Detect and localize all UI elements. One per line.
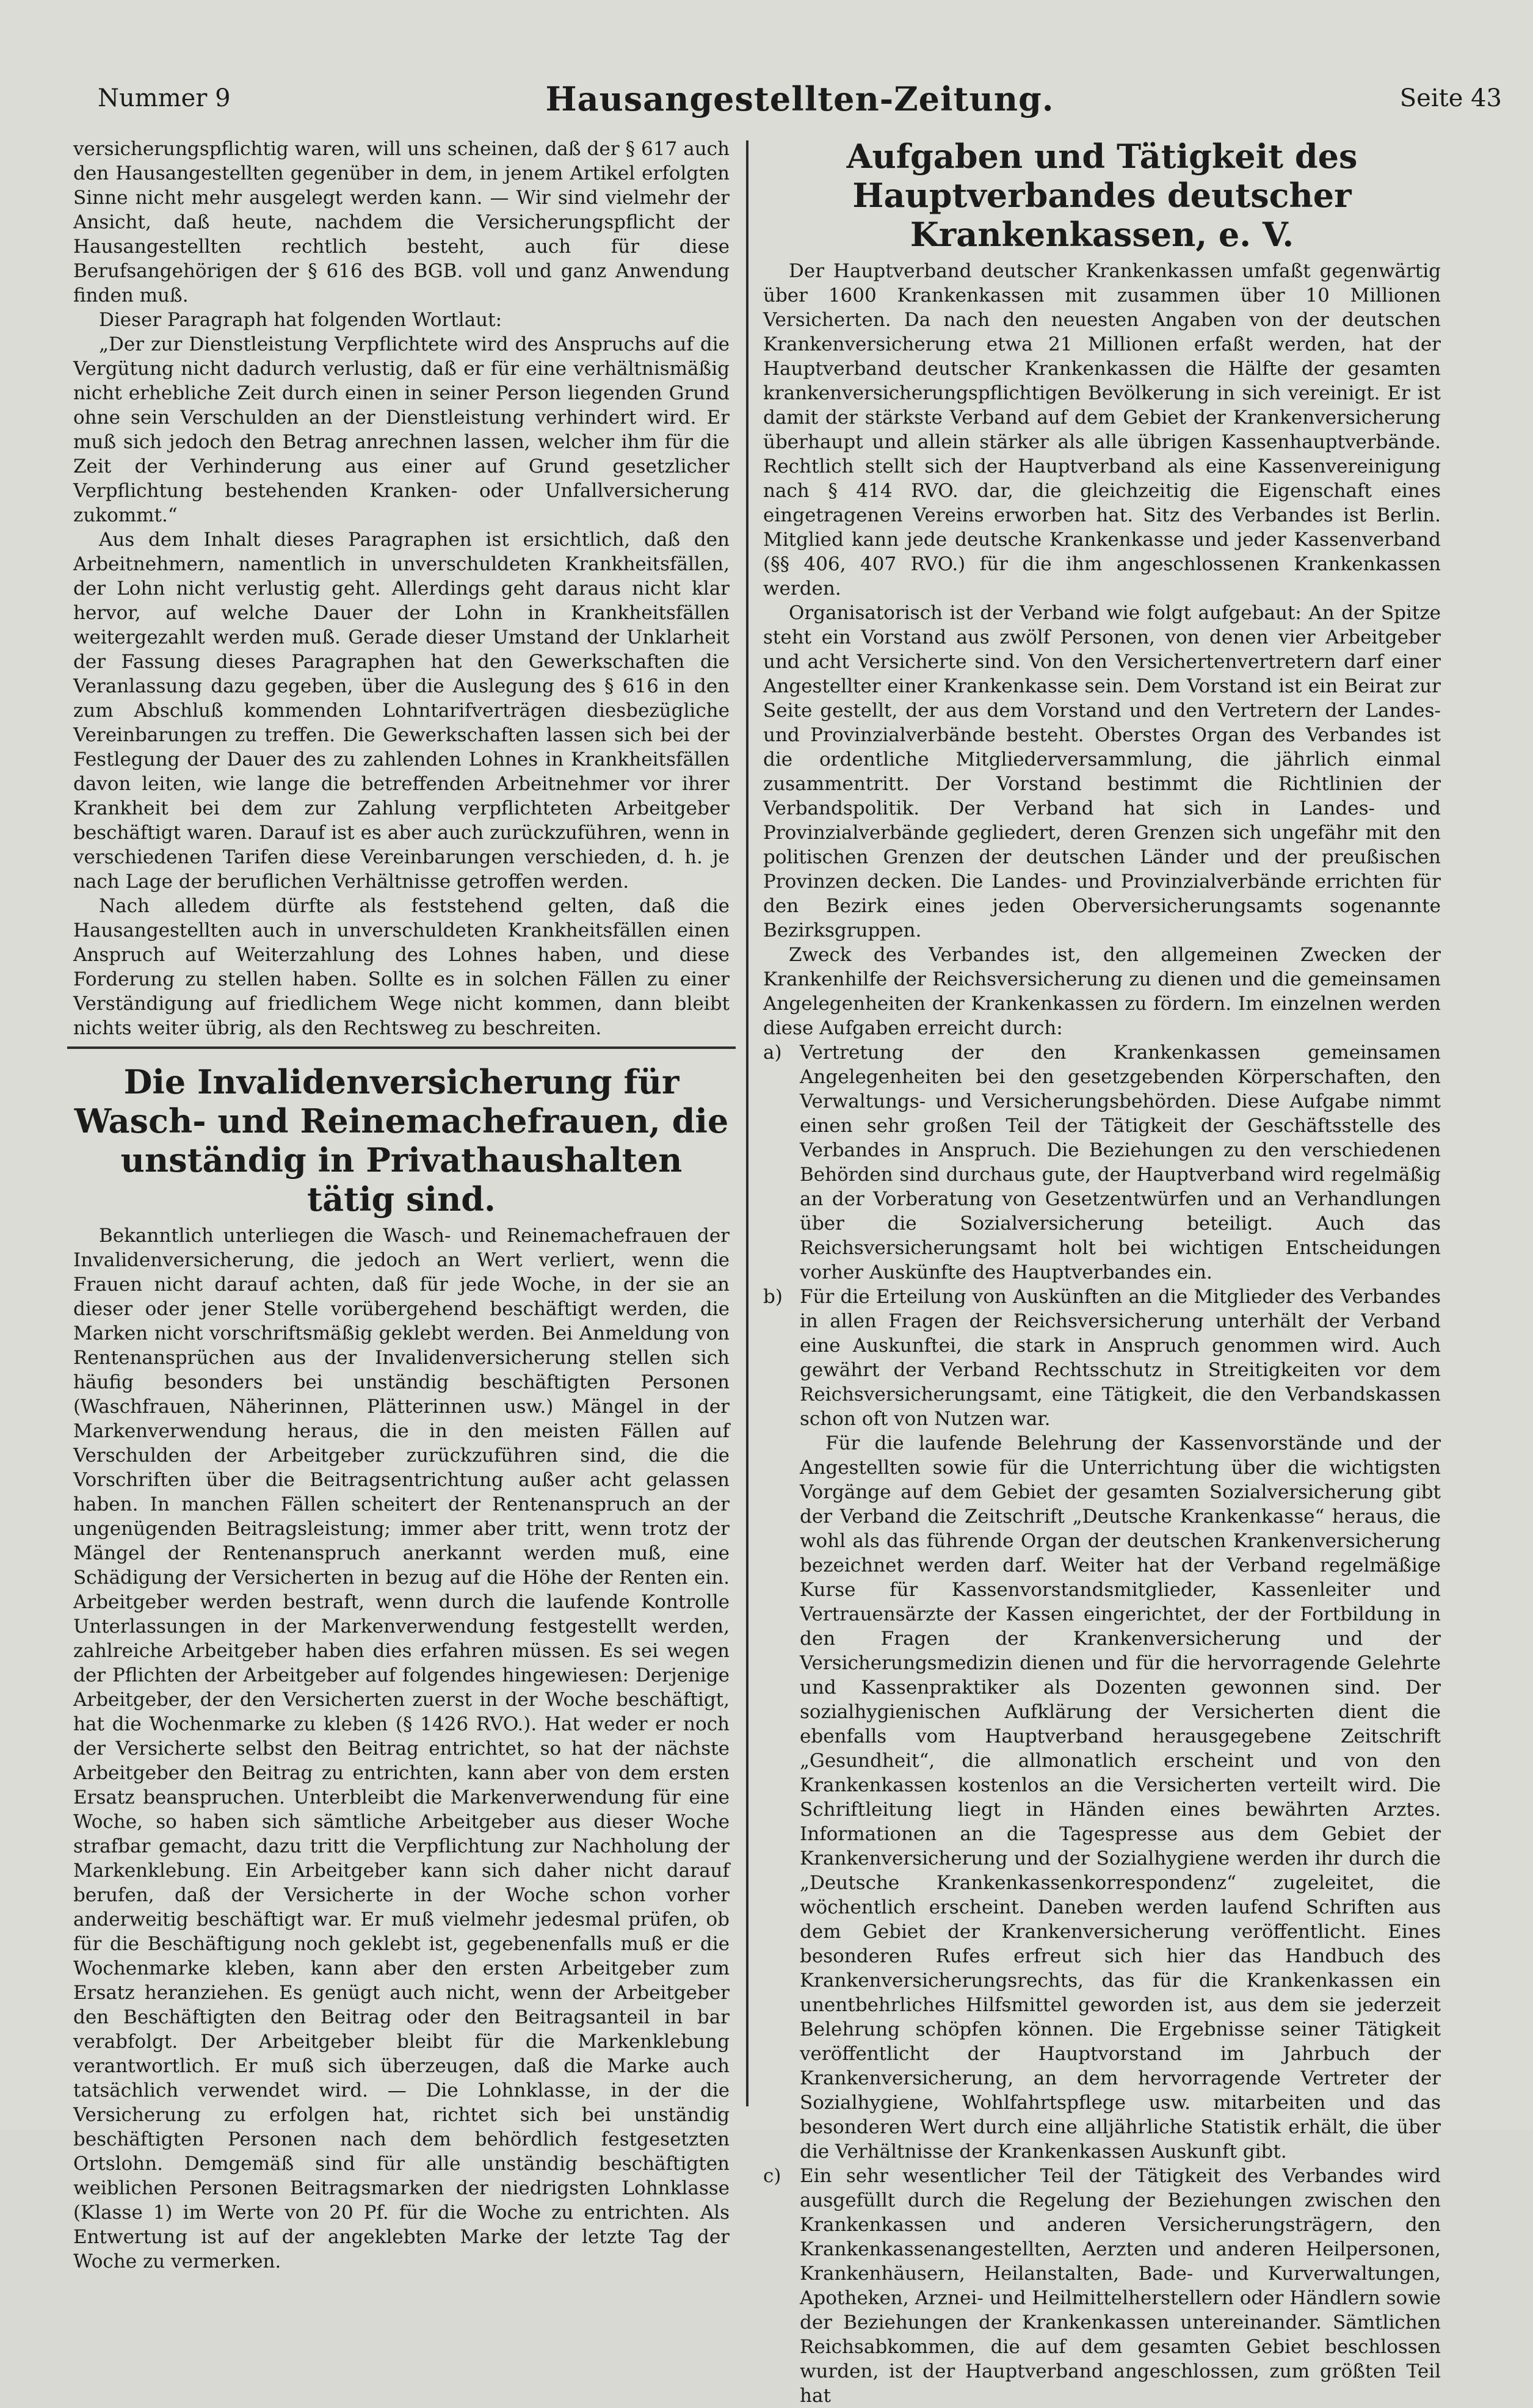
paragraph: Bekanntlich unterliegen die Wasch- und Reinemachefrauen der Invalidenversicherung, die jedoch an Wert verliert, wenn die Frauen nicht darauf achten, daß für jede Woche, in der sie an dieser oder jener Stelle vorübergehend beschäftigt werden, die Marken nicht vorschriftsmäßig geklebt werden. Bei Anmeldung von Rentenansprüchen aus der Invalidenversicherung stellen sich häufig besonders bei unständig beschäftigten Personen (Waschfrauen, Näherinnen, Plätterinnen usw.) Mängel in der Markenverwendung heraus, die in den meisten Fällen auf Verschulden der Arbeitgeber zurückzuführen sind, die die Vorschriften über die Beitragsentrichtung außer acht gelassen haben. In manchen Fällen scheitert der Rentenanspruch an der ungenügenden Beitragsleistung; immer aber tritt, wenn trotz der Mängel der Rentenanspruch anerkannt werden muß, eine Schädigung der Versicherten in bezug auf die Höhe der Renten ein. Arbeitgeber werden bestraft, wenn durch die laufende Kontrolle Unterlassungen in der Markenverwendung festgestellt werden, zahlreiche Arbeitgeber haben dies erfahren müssen. Es sei wegen der Pflichten der Arbeitgeber auf folgendes hingewiesen: Derjenige Arbeitgeber, der den Versicherten zuerst in der Woche beschäftigt, hat die Wochenmarke zu kleben (§ 1426 RVO.). Hat weder er noch der Versicherte selbst den Beitrag entrichtet, so hat der nächste Arbeitgeber den Beitrag zu entrichten, kann aber von dem ersten Ersatz beanspruchen. Unterbleibt die Markenverwendung für eine Woche, so haben sich sämtliche Arbeitgeber aus dieser Woche strafbar gemacht, dazu tritt die Verpflichtung zur Nachholung der Markenklebung. Ein Arbeitgeber kann sich daher nicht darauf berufen, daß der Versicherte in der Woche schon vorher anderweitig beschäftigt war. Er muß vielmehr jedesmal prüfen, ob für die Beschäftigung noch geklebt ist, gegebenenfalls muß er die Wochenmarke kleben, kann aber den ersten Arbeitgeber zum Ersatz heranziehen. Es genügt auch nicht, wenn der Arbeitgeber den Beschäftigten den Beitrag oder den Beitragsanteil in bar verabfolgt. Der Arbeitgeber bleibt für die Markenklebung verantwortlich. Er muß sich überzeugen, daß die Marke auch tatsächlich verwendet wird. — Die Lohnklasse, in der die Versicherung zu erfolgen hat, richtet sich bei unständig beschäftigten Personen nach dem behördlich festgesetzten Ortslohn. Demgemäß sind für alle unständig beschäftigten weiblichen Personen Beitragsmarken der niedrigsten Lohnklasse (Klasse 1) im Werte von 20 Pf. für die Woche zu entrichten. Als Entwertung ist auf der angeklebten Marke der letzte Tag der Woche zu vermerken. bbox=[73, 1225, 730, 2272]
issue-number: Nummer 9 bbox=[98, 84, 231, 112]
paragraph: Organisatorisch ist der Verband wie folgt aufgebaut: An der Spitze steht ein Vorstand aus zwölf Personen, von denen vier Arbeitgeber und acht Versicherte sind. Von den Versichertenvertretern darf einer Angestellter einer Krankenkasse sein. Dem Vorstand ist ein Beirat zur Seite gestellt, der aus dem Vorstand und den Vertretern der Landes- und Provinzialverbände besteht. Oberstes Organ des Verbandes ist die ordentliche Mitgliederversammlung, die jährlich einmal zusammentritt. Der Vorstand bestimmt die Richtlinien der Verbandspolitik. Der Verband hat sich in Landes- und Provinzialverbände gegliedert, deren Grenzen sich ungefähr mit den politischen Grenzen der deutschen Länder und der preußischen Provinzen decken. Die Landes- und Provinzialverbände errichten für den Bezirk eines jeden Oberversicherungsamts sogenannte Bezirksgruppen. bbox=[763, 602, 1441, 941]
list-item-text: Vertretung der den Krankenkassen gemeinsamen Angelegenheiten bei den gesetzgebenden Körperschaften, den Verwaltungs- und Versicherungsbehörden. Diese Aufgabe nimmt einen sehr großen Teil der Tätigkeit der Geschäftsstelle des Verbandes in Anspruch. Die Beziehungen zu den verschiedenen Behörden sind durchaus gute, der Hauptverband wird regelmäßig an der Vorberatung von Gesetzentwürfen und an Verhandlungen über die Sozialversicherung beteiligt. Auch das Reichsversicherungsamt holt bei wichtigen Entscheidungen vorher Auskünfte des Hauptverbandes ein. bbox=[800, 1042, 1441, 1283]
list-item bbox=[763, 1040, 1441, 1285]
right-column bbox=[763, 137, 1441, 2408]
page-header bbox=[98, 79, 1502, 127]
list-marker: b) bbox=[763, 1286, 783, 1308]
paragraph: Aus dem Inhalt dieses Paragraphen ist ersichtlich, daß den Arbeitnehmern, namentlich in unverschuldeten Krankheitsfällen, der Lohn nicht verlustig geht. Allerdings geht daraus nicht klar hervor, auf welche Dauer der Lohn in Krankheitsfällen weitergezahlt werden muß. Gerade dieser Umstand der Unklarheit der Fassung dieses Paragraphen hat den Gewerkschaften die Veranlassung dazu gegeben, über die Auslegung des § 616 in den zum Abschluß kommenden Lohntarifverträgen diesbezügliche Vereinbarungen zu treffen. Die Gewerkschaften lassen sich bei der Festlegung der Dauer des zu zahlenden Lohnes in Krankheitsfällen davon leiten, wie lange die betreffenden Arbeitnehmer vor ihrer Krankheit bei dem zur Zahlung verpflichteten Arbeitgeber beschäftigt waren. Darauf ist es aber auch zurückzuführen, wenn in verschiedenen Tarifen diese Vereinbarungen verschieden, d. h. je nach Lage der beruflichen Verhältnisse getroffen werden. bbox=[73, 529, 730, 893]
paragraph: Der Hauptverband deutscher Krankenkassen umfaßt gegenwärtig über 1600 Krankenkassen mit zusammen über 10 Millionen Versicherten. Da nach den neuesten Angaben von der deutschen Krankenversicherung etwa 21 Millionen erfaßt werden, hat der Hauptverband deutscher Krankenkassen die Hälfte der gesamten krankenversicherungspflichtigen Bevölkerung in sich vereinigt. Er ist damit der stärkste Verband auf dem Gebiet der Krankenversicherung überhaupt und allein stärker als alle übrigen Kassenhauptverbände. Rechtlich stellt sich der Hauptverband als eine Kassenvereinigung nach § 414 RVO. dar, die gleichzeitig die Eigenschaft eines eingetragenen Vereins erworben hat. Sitz des Verbandes ist Berlin. Mitglied kann jede deutsche Krankenkasse und jeder Kassenverband (§§ 406, 407 RVO.) für die ihm angeschlossenen Krankenkassen werden. bbox=[763, 260, 1441, 600]
section-divider bbox=[67, 1046, 736, 1049]
newspaper-title: Hausangestellten-Zeitung. bbox=[545, 79, 1054, 118]
paragraph: Nach alledem dürfte als feststehend gelten, daß die Hausangestellten auch in unverschuldeten Krankheitsfällen einen Anspruch auf Weiterzahlung des Lohnes haben, und diese Forderung zu stellen haben. Sollte es in solchen Fällen zu einer Verständigung auf friedlichem Wege nicht kommen, dann bleibt nichts weiter übrig, als den Rechtsweg zu beschreiten. bbox=[73, 895, 730, 1039]
list-marker: a) bbox=[763, 1042, 782, 1064]
article-headline: Aufgaben und Tätigkeit des Hauptverbandes deutscher Krankenkassen, e. V. bbox=[846, 137, 1358, 254]
paragraph: Dieser Paragraph hat folgenden Wortlaut: bbox=[99, 309, 502, 331]
article-headline: Die Invalidenversicherung für Wasch- und Reinemachefrauen, die unständig in Privathaushalten tätig sind. bbox=[74, 1062, 729, 1219]
left-column bbox=[73, 137, 730, 2274]
paragraph: Zweck des Verbandes ist, den allgemeinen Zwecken der Krankenhilfe der Reichsversicherung zu dienen und die gemeinsamen Angelegenheiten der Krankenkassen zu fördern. Im einzelnen werden diese Aufgaben erreicht durch: bbox=[763, 944, 1441, 1039]
list-item bbox=[763, 2164, 1441, 2408]
list-marker: c) bbox=[763, 2165, 781, 2187]
paragraph: versicherungspflichtig waren, will uns scheinen, daß der § 617 auch den Hausangestellten gegenüber in dem, in jenem Artikel erfolgten Sinne nicht mehr ausgelegt werden kann. — Wir sind vielmehr der Ansicht, daß heute, nachdem die Versicherungspflicht der Hausangestellten rechtlich besteht, auch für diese Berufsangehörigen der § 616 des BGB. voll und ganz Anwendung finden muß. bbox=[73, 138, 730, 306]
list-item bbox=[763, 1285, 1441, 2164]
list-item-text: Für die laufende Belehrung der Kassenvorstände und der Angestellten sowie für die Unterrichtung über die wichtigsten Vorgänge auf dem Gebiet der gesamten Sozialversicherung gibt der Verband die Zeitschrift „Deutsche Krankenkasse“ heraus, die wohl als das führende Organ der deutschen Krankenversicherung bezeichnet werden darf. Weiter hat der Verband regelmäßige Kurse für Kassenvorstandsmitglieder, Kassenleiter und Vertrauensärzte der Kassen eingerichtet, der der Fortbildung in den Fragen der Krankenversicherung und der Versicherungsmedizin dienen und für die hervorragende Gelehrte und Kassenpraktiker als Dozenten gewonnen sind. Der sozialhygienischen Aufklärung der Versicherten dient die ebenfalls vom Hauptverband herausgegebene Zeitschrift „Gesundheit“, die allmonatlich erscheint und von den Krankenkassen kostenlos an die Versicherten verteilt wird. Die Schriftleitung liegt in Händen eines bewährten Arztes. Informationen an die Tagespresse aus dem Gebiet der Krankenversicherung und der Sozialhygiene werden ihr durch die „Deutsche Krankenkassenkorrespondenz“ zugeleitet, die wöchentlich erscheint. Daneben werden laufend Schriften aus dem Gebiet der Krankenversicherung veröffentlicht. Eines besonderen Rufes erfreut sich hier das Handbuch des Krankenversicherungsrechts, das für die Krankenkassen ein unentbehrliches Hilfsmittel geworden ist, aus dem sie jederzeit Belehrung schöpfen können. Die Ergebnisse seiner Tätigkeit veröffentlicht der Hauptvorstand im Jahrbuch der Krankenversicherung, an dem hervorragende Vertreter der Sozialhygiene, Wohlfahrtspflege usw. mitarbeiten und das besonderen Wert durch eine alljährliche Statistik erhält, die über die Verhältnisse der Krankenkassen Auskunft gibt. bbox=[800, 1432, 1441, 2163]
list-item-text: Für die Erteilung von Auskünften an die Mitglieder des Verbandes in allen Fragen der Reichsversicherung unterhält der Verband eine Auskunftei, die stark in Anspruch genommen wird. Auch gewährt der Verband Rechtsschutz in Streitigkeiten vor dem Reichsversicherungsamt, eine Tätigkeit, die den Verbandskassen schon oft von Nutzen war. bbox=[800, 1286, 1441, 1430]
legal-quote: „Der zur Dienstleistung Verpflichtete wird des Anspruchs auf die Vergütung nicht dadurch verlustig, daß er für eine verhältnismäßig nicht erhebliche Zeit durch einen in seiner Person liegenden Grund ohne sein Verschulden an der Dienstleistung verhindert wird. Er muß sich jedoch den Betrag anrechnen lassen, welcher ihm für die Zeit der Verhinderung aus einer auf Grund gesetzlicher Verpflichtung bestehenden Kranken- oder Unfallversicherung zukommt.“ bbox=[73, 333, 730, 526]
column-divider bbox=[746, 140, 748, 2106]
page-number: Seite 43 bbox=[1399, 84, 1502, 112]
list-item-text: Ein sehr wesentlicher Teil der Tätigkeit des Verbandes wird ausgefüllt durch die Regelung der Beziehungen zwischen den Krankenkassen und anderen Versicherungsträgern, den Krankenkassenangestellten, Aerzten und anderen Heilpersonen, Krankenhäusern, Heilanstalten, Bade- und Kurverwaltungen, Apotheken, Arznei- und Heilmittelherstellern oder Händlern sowie der Beziehungen der Krankenkassen untereinander. Sämtlichen Reichsabkommen, die auf dem gesamten Gebiet beschlossen wurden, ist der Hauptverband angeschlossen, zum größten Teil hat bbox=[800, 2165, 1441, 2407]
